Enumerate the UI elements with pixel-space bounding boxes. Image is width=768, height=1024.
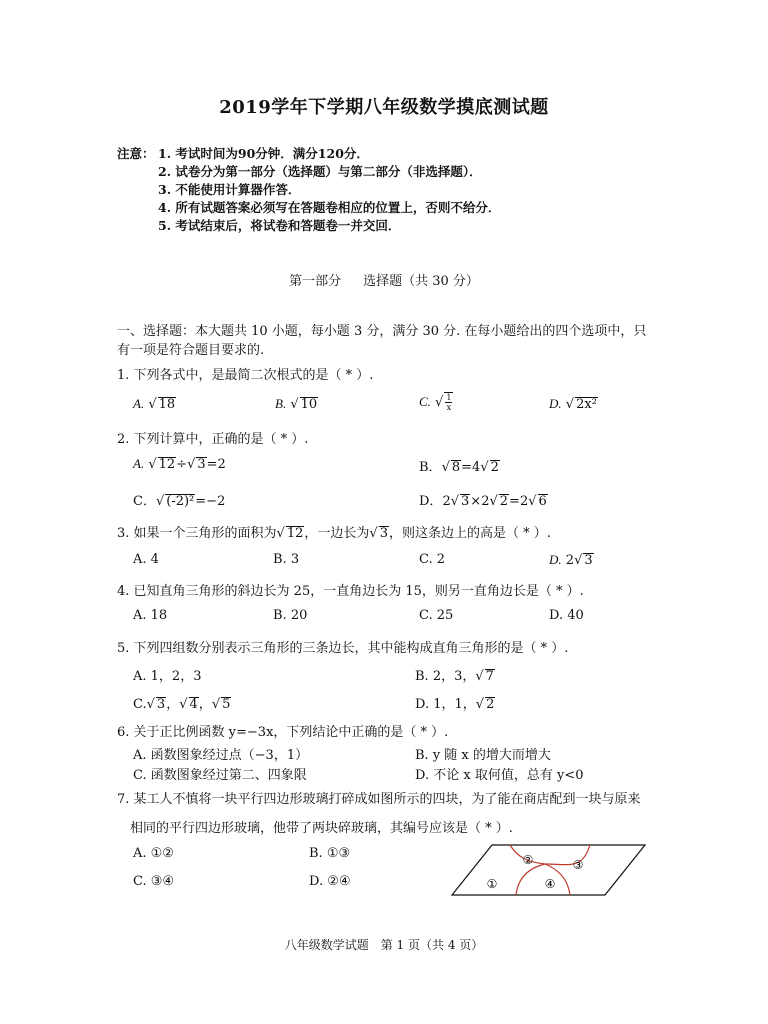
question-5-option-c: C.√ 3，√ 4，√ 5	[133, 697, 231, 712]
question-1-option-c: C. √ $\frac{1}{x}$	[419, 393, 452, 412]
notes-label: 注意：	[117, 146, 155, 161]
question-6-option-d: D. 不论 x 取何值，总有 y<0	[415, 768, 584, 783]
question-2-option-a: A. √ 12÷√ 3=2	[133, 456, 226, 472]
note-item: 3. 不能使用计算器作答．	[158, 182, 301, 197]
question-7-option-d: D. ②④	[309, 874, 351, 889]
question-2-option-d: D．2√ 3×2√ 2=2√ 6	[419, 494, 547, 509]
piece-3-label: ③	[572, 858, 584, 872]
crack-line	[516, 864, 545, 895]
question-3-option-d: D. 2√ 3	[549, 552, 593, 568]
question-3-option-a: A. 4	[133, 552, 159, 567]
question-3-option-b: B. 3	[273, 552, 300, 567]
question-6-option-c: C. 函数图象经过第二、四象限	[133, 768, 307, 783]
question-4-option-c: C. 25	[419, 608, 454, 623]
question-3-option-c: C. 2	[419, 552, 446, 567]
question-5-stem: 5. 下列四组数分别表示三角形的三条边长，其中能构成直角三角形的是（ * ）.	[117, 641, 569, 656]
question-5-option-d: D. 1，1，√ 2	[415, 697, 495, 712]
piece-2-label: ②	[522, 853, 534, 867]
piece-4-label: ④	[544, 877, 556, 891]
section-part: 第一部分	[289, 274, 342, 289]
page-title: 2019学年下学期八年级数学摸底测试题	[219, 97, 549, 118]
page-footer: 八年级数学试题 第 1 页（共 4 页）	[284, 938, 484, 952]
question-7-stem: 7. 某工人不慎将一块平行四边形玻璃打碎成如图所示的四块，为了能在商店配到一块与原来	[117, 792, 641, 807]
question-2-option-c: C．√ (-2)²=−2	[133, 494, 226, 509]
question-1-stem: 1. 下列各式中，是最简二次根式的是（ * ）.	[117, 368, 374, 383]
intro-line: 有一项是符合题目要求的.	[117, 343, 265, 358]
note-item: 4. 所有试题答案必须写在答题卷相应的位置上，否则不给分．	[158, 200, 501, 215]
question-7-option-c: C. ③④	[133, 874, 175, 889]
question-6-option-a: A. 函数图象经过点（−3，1）	[133, 748, 309, 763]
question-4-stem: 4. 已知直角三角形的斜边长为 25，一直角边长为 15，则另一直角边长是（ * ）.	[117, 584, 584, 599]
question-7-stem: 相同的平行四边形玻璃，他带了两块碎玻璃，其编号应该是（ * ）.	[130, 821, 513, 836]
question-5-option-a: A. 1，2，3	[133, 669, 202, 684]
question-6-stem: 6. 关于正比例函数 y=−3x，下列结论中正确的是（ * ）.	[117, 725, 449, 740]
question-6-option-b: B. y 随 x 的增大而增大	[415, 748, 551, 763]
section-heading	[0, 270, 768, 289]
note-item: 5. 考试结束后，将试卷和答题卷一并交回．	[158, 218, 401, 233]
question-1-option-b: B. √ 10	[275, 396, 318, 412]
question-2-stem: 2. 下列计算中，正确的是（ * ）.	[117, 432, 309, 447]
broken-glass-figure	[450, 840, 650, 900]
question-4-option-d: D. 40	[549, 608, 584, 623]
question-2-option-b: B．√ 8=4√ 2	[419, 460, 499, 475]
question-4-option-b: B. 20	[273, 608, 308, 623]
question-4-option-a: A. 18	[133, 608, 168, 623]
question-5-option-b: B. 2，3，√ 7	[415, 669, 494, 684]
question-7-option-a: A. ①②	[133, 846, 174, 861]
question-1-option-d: D. √ 2x²	[549, 396, 597, 412]
question-7-option-b: B. ①③	[309, 846, 351, 861]
intro-line: 一、选择题：本大题共 10 小题，每小题 3 分，满分 30 分. 在每小题给出的四个选项中，只	[117, 324, 647, 339]
question-1-option-a: A. √ 18	[133, 396, 176, 412]
note-item: 2. 试卷分为第一部分（选择题）与第二部分（非选择题）．	[158, 164, 482, 179]
question-3-stem: 3. 如果一个三角形的面积为√ 12，一边长为√ 3，则这条边上的高是（ * ）.	[117, 526, 551, 541]
section-name: 选择题（共 30 分）	[363, 274, 479, 289]
note-item: 1. 考试时间为90分钟．满分120分．	[158, 146, 369, 161]
piece-1-label: ①	[486, 877, 498, 891]
